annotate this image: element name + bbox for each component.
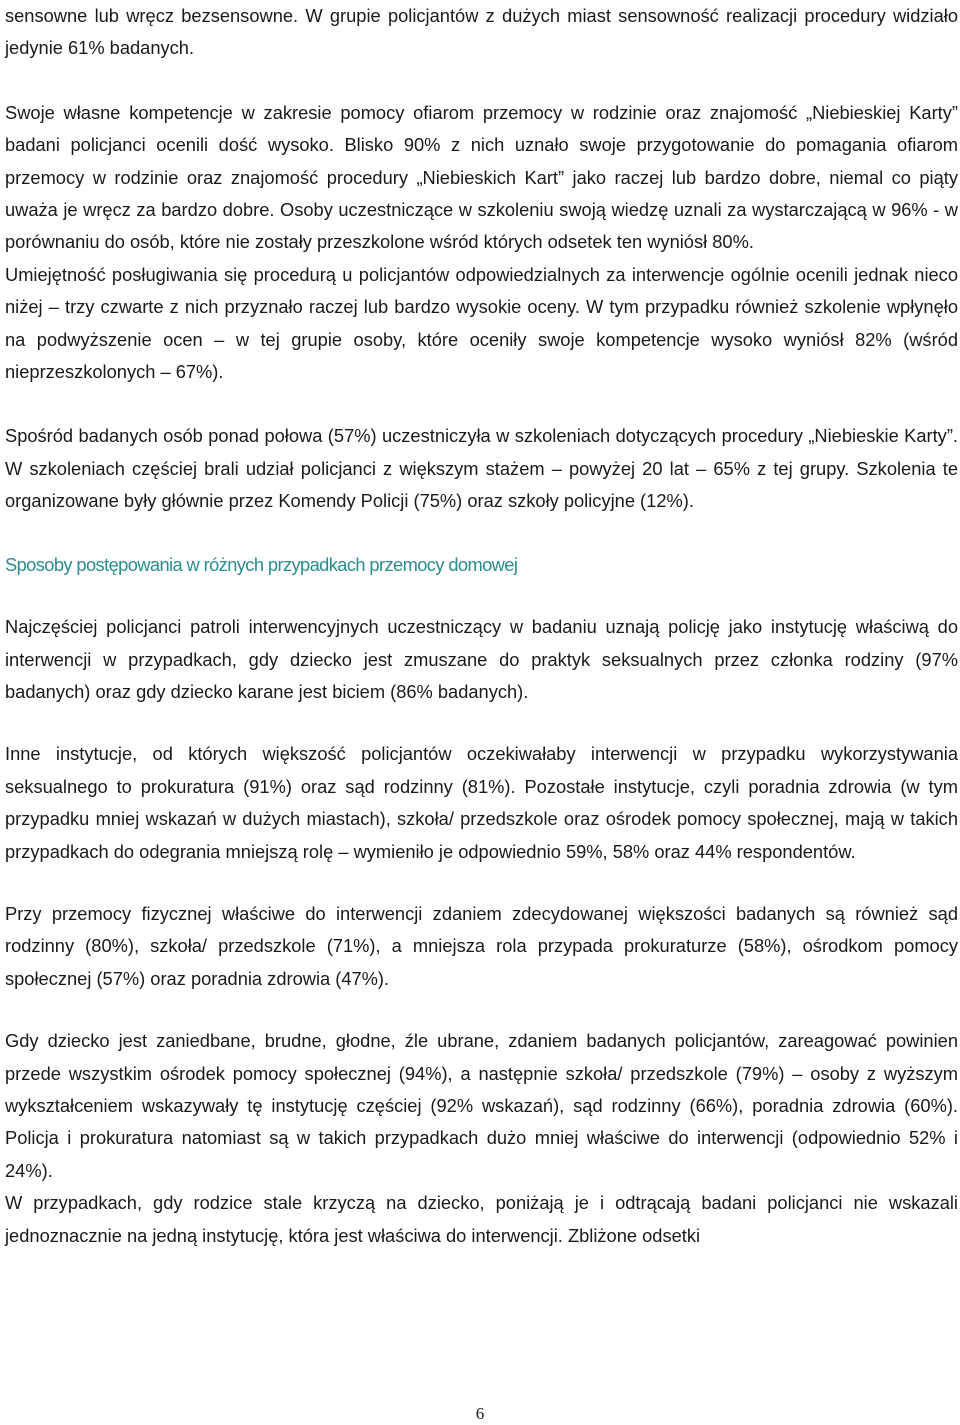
paragraph-competences: Swoje własne kompetencje w zakresie pomocy ofiarom przemocy w rodzinie oraz znajomość „Niebieskiej Karty” badani policjanci ocenili dość wysoko. Blisko 90% z nich uznało swoje przygotowanie do pomagania ofiarom przemocy w rodzinie oraz znajomość procedury „Niebieskich Kart” jako raczej lub bardzo dobre, niemal co piąty uważa je wręcz za bardzo dobre. Osoby uczestniczące w szkoleniu swoją wiedzę uznali za wystarczającą w 96% - w porównaniu do osób, które nie zostały przeszkolone wśród których odsetek ten wyniósł 80%. xyxy=(5,101,958,253)
paragraph-trainings: Spośród badanych osób ponad połowa (57%) uczestniczyła w szkoleniach dotyczących procedury „Niebieskie Karty”. W szkoleniach częściej brali udział policjanci z większym stażem – powyżej 20 lat – 65% z tej grupy. Szkolenia te organizowane były głównie przez Komendy Policji (75%) oraz szkoły policyjne (12%). xyxy=(5,425,958,512)
document-page xyxy=(5,0,958,1252)
paragraph-shouting-parents: W przypadkach, gdy rodzice stale krzyczą na dziecko, poniżają je i odtrącają badani policjanci nie wskazali jednoznacznie na jedną instytucję, która jest właściwa do interwencji. Zbliżone odsetki xyxy=(5,1192,958,1246)
paragraph-procedure-sense: sensowne lub wręcz bezsensowne. W grupie policjantów z dużych miast sensowność realizacji procedury widziało jedynie 61% badanych. xyxy=(5,5,958,59)
paragraph-other-institutions: Inne instytucje, od których większość policjantów oczekiwałaby interwencji w przypadku wykorzystywania seksualnego to prokuratura (91%) oraz sąd rodzinny (81%). Pozostałe instytucje, czyli poradnia zdrowia (w tym przypadku mniej wskazań w dużych miastach), szkoła/ przedszkole oraz ośrodek pomocy społecznej, mają w takich przypadkach do odegrania mniejszą rolę – wymieniło je odpowiednio 59%, 58% oraz 44% respondentów. xyxy=(5,743,958,862)
page-number: 6 xyxy=(475,1404,485,1423)
paragraph-physical-violence: Przy przemocy fizycznej właściwe do interwencji zdaniem zdecydowanej większości badanych są również sąd rodzinny (80%), szkoła/ przedszkole (71%), a mniejsza rola przypada prokuraturze (58%), ośrodkom pomocy społecznej (57%) oraz poradnia zdrowia (47%). xyxy=(5,902,958,989)
paragraph-procedure-skills: Umiejętność posługiwania się procedurą u policjantów odpowiedzialnych za interwencje ogólnie ocenili jednak nieco niżej – trzy czwarte z nich przyznało raczej lub bardzo wysokie oceny. W tym przypadku również szkolenie wpłynęło na podwyższenie ocen – w tej grupie osoby, które oceniły swoje kompetencje wysoko wyniósł 82% (wśród nieprzeszkolonych – 67%). xyxy=(5,263,958,383)
paragraph-neglect: Gdy dziecko jest zaniedbane, brudne, głodne, źle ubrane, zdaniem badanych policjantów, zareagować powinien przede wszystkim ośrodek pomocy społecznej (94%), a następnie szkoła/ przedszkole (79%) – osoby z wyższym wykształceniem wskazywały tę instytucję częściej (92% wskazań), sąd rodzinny (66%), poradnia zdrowia (60%). Policja i prokuratura natomiast są w takich przypadkach dużo mniej właściwe do interwencji (odpowiednio 52% i 24%). xyxy=(5,1030,958,1181)
paragraph-police-institution: Najczęściej policjanci patroli interwencyjnych uczestniczący w badaniu uznają policję jako instytucję właściwą do interwencji w przypadkach, gdy dziecko jest zmuszane do praktyk seksualnych przez członka rodziny (97% badanych) oraz gdy dziecko karane jest biciem (86% badanych). xyxy=(5,616,958,702)
section-heading: Sposoby postępowania w różnych przypadkach przemocy domowej xyxy=(5,553,518,575)
